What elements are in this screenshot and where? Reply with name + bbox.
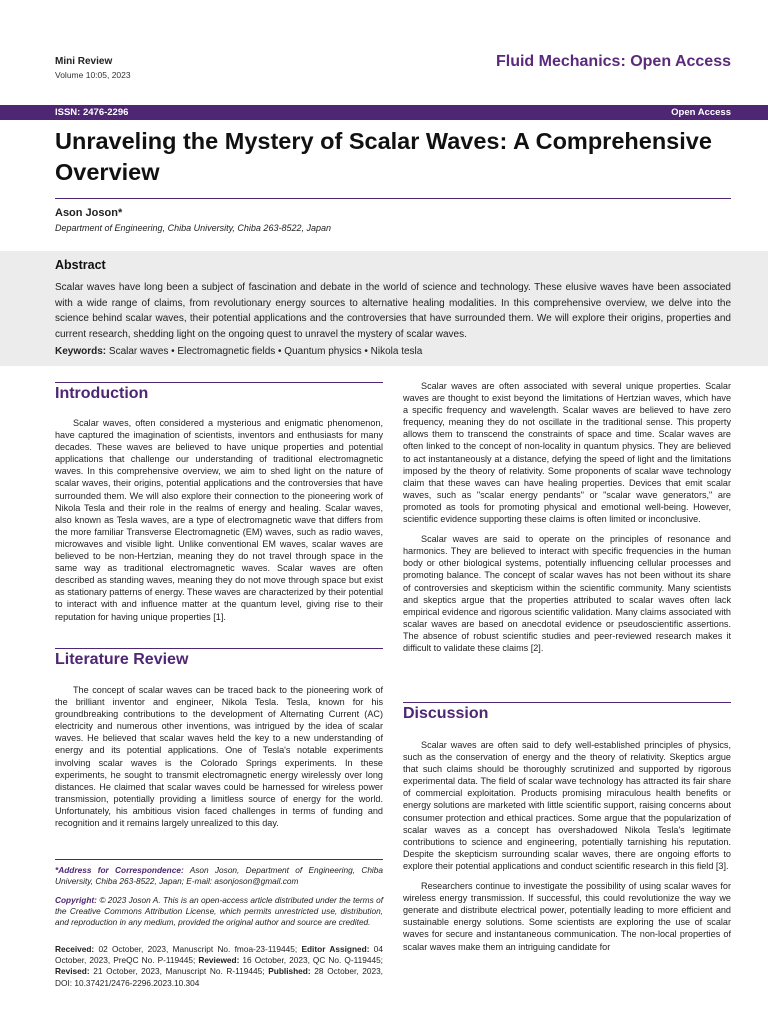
section-rule — [55, 382, 383, 383]
literature-review-body — [55, 684, 383, 829]
revised-text: 21 October, 2023, Manuscript No. R-119445; — [89, 966, 269, 977]
keywords-label: Keywords: — [55, 346, 107, 357]
reviewed-label: Reviewed: — [198, 955, 240, 966]
discussion-body — [403, 739, 731, 953]
introduction-heading: Introduction — [55, 385, 149, 402]
journal-name: Fluid Mechanics: Open Access — [495, 53, 731, 70]
paragraph: Scalar waves are often associated with several unique properties. Scalar waves are thought to exist beyond the limitations of Hertzian waves, which have a specific frequency and wavelength. Scalar waves are believed to have zero frequency, meaning they do not oscillate in the traditional sense. This property allows them to transcend the constraints of space and time. Scalar waves are often linked to the concept of non-locality in quantum physics. They are believed to act instantaneously at a distance, defying the speed of light and the limitations imposed by the theory of relativity. Some proponents of scalar wave technology claim that these waves can have healing properties. Devices that emit scalar waves, such as "scalar energy pendants" or "scalar wave generators," are promoted as tools for promoting physical and emotional well-being. However, scientific evidence supporting these claims is often limited or inconclusive. — [403, 381, 731, 525]
discussion-heading: Discussion — [403, 705, 489, 722]
dates-note — [55, 944, 383, 989]
revised-label: Revised: — [55, 966, 90, 977]
paragraph: Scalar waves are said to operate on the principles of resonance and harmonics. They are believed to interact with specific frequencies in the human body or other biological systems, potentially influencing cellular processes and promoting balance. The concept of scalar waves has not been without its share of controversies and skepticism within the scientific community. Many scientists and skeptics argue that the properties attributed to scalar waves often lack empirical evidence and rigorous scientific validation. Many claims associated with scalar waves are based on anecdotal evidence or pseudoscientific assertions. The absence of robust scientific studies and peer-reviewed research makes it difficult to validate these claims [2]. — [403, 534, 731, 653]
copyright-text: © 2023 Joson A. This is an open-access article distributed under the terms of the Creative Commons Attribution License, which permits unrestricted use, distribution, and reproduction in any medium, provided the original author and source are credited. — [55, 895, 383, 928]
paragraph: Scalar waves, often considered a mysterious and enigmatic phenomenon, have captured the imagination of scientists, inventors and enthusiasts for many decades. These waves are believed to have unique properties and potential applications that challenge our understanding of traditional electromagnetic waves. In this comprehensive overview, we aim to shed light on the nature of scalar waves, their origins, potential applications and the controversies that have surrounded them. We will also explore their connection to the pioneering work of Nikola Tesla and their role in the realms of energy and healing. Scalar waves, also known as Tesla waves, are a type of electromagnetic wave that differs from the more familiar Transverse Electromagnetic (EM) waves, such as radio waves, microwaves and visible light. Unlike conventional EM waves, scalar waves are believed to be non-Hertzian, meaning they do not travel through space in the same way as traditional electromagnetic waves. Scalar waves are often described as standing waves, meaning they do not move through space but exist as stationary patterns of energy. These waves are characterized by their potential to interact with and influence matter at the quantum level, giving rise to their reputation for having unique properties [1]. — [55, 418, 383, 622]
editor-assigned-label: Editor Assigned: — [301, 944, 370, 954]
literature-review-heading: Literature Review — [55, 651, 189, 668]
correspondence-label: *Address for Correspondence: — [55, 865, 184, 875]
abstract-heading: Abstract — [55, 258, 106, 272]
received-label: Received: — [55, 944, 95, 954]
issn: ISSN: 2476-2296 — [55, 107, 129, 118]
title-divider — [55, 198, 731, 199]
abstract-text: Scalar waves have long been a subject of fascination and debate in the world of science and technology. These elusive waves have been associated with a wide range of claims, from revolutionary energy sources to alternative healing modalities. In this comprehensive overview, we delve into the science behind scalar waves, their potential applications and the controversies that have surrounded them. We will explore their origins, properties and current research, shedding light on the ongoing quest to unravel the mystery of scalar waves. — [55, 282, 731, 340]
issn-band — [0, 105, 768, 120]
keywords — [55, 346, 422, 357]
author-affiliation: Department of Engineering, Chiba University, Chiba 263-8522, Japan — [55, 223, 331, 233]
article-type: Mini Review — [55, 56, 113, 67]
paragraph: Scalar waves are often said to defy well-established principles of physics, such as the conservation of energy and the theory of relativity. Skeptics argue that such claims should be thoroughly scrutinized and supported by rigorous experimental data. The field of scalar wave technology has attracted its fair share of commercial exploitation. Products promising miraculous health benefits or energy solutions are marketed with little scientific support, raising concerns about consumer protection and ethical practices. Some argue that the popularization of scalar waves as a concept has overshadowed Nikola Tesla's legitimate contributions to science and engineering, potentially tarnishing his reputation. Despite the skepticism surrounding scalar waves, there are ongoing efforts to explore their potential applications and conduct scientific research in this field [3]. — [403, 740, 731, 871]
section-rule — [403, 702, 731, 703]
paragraph: Researchers continue to investigate the possibility of using scalar waves for wireless energy transmission. If successful, this could revolutionize the way we generate and distribute electrical power, potentially leading to more efficient and sustainable energy solutions. Some scientists are exploring the use of scalar waves for secure and instantaneous communication. The non-local properties of scalar waves make them an intriguing candidate for — [403, 881, 731, 952]
reviewed-text: 16 October, 2023, QC No. Q-119445; — [239, 955, 383, 966]
footnote-rule — [55, 859, 383, 860]
received-text: 02 October, 2023, Manuscript No. fmoa-23-119445; — [94, 944, 302, 954]
section-rule — [55, 648, 383, 649]
introduction-body — [55, 417, 383, 623]
published-text: 28 October, 2023, DOI: 10.37421/2476-2296.2023.10.304 — [55, 966, 383, 988]
volume-info: Volume 10:05, 2023 — [55, 70, 131, 80]
keywords-list: Scalar waves • Electromagnetic fields • Quantum physics • Nikola tesla — [108, 346, 423, 357]
correspondence-text: Ason Joson, Department of Engineering, Chiba University, Chiba 263-8522, Japan; E-mail: asonjoson@gmail.com — [55, 865, 383, 887]
author-name: Ason Joson* — [55, 207, 123, 219]
right-column-body — [403, 380, 731, 654]
open-access-label: Open Access — [671, 107, 731, 118]
copyright-label: Copyright: — [55, 895, 97, 905]
paragraph: The concept of scalar waves can be traced back to the pioneering work of the brilliant inventor and engineer, Nikola Tesla. Tesla, known for his groundbreaking contributions to the development of Alternating Current (AC) electricity and numerous other inventions, was intrigued by the idea of scalar waves. He believed that scalar waves held the key to a new understanding of energy and its potential applications. One of Tesla's notable experiments involving scalar waves is the Colorado Springs experiments. In these experiments, he sought to transmit electromagnetic energy wirelessly over long distances. He claimed that scalar waves could be harnessed for wireless power transmission, potentially providing a limitless source of energy for the world. Unfortunately, his ambitious vision faced challenges in terms of funding and recognition and it remains largely unrealized to this day. — [55, 685, 383, 829]
editor-assigned-text: 04 October, 2023, PreQC No. P-119445; — [55, 944, 383, 966]
copyright-note — [55, 895, 383, 929]
article-title: Unraveling the Mystery of Scalar Waves: A Comprehensive Overview — [55, 128, 712, 185]
correspondence-note — [55, 865, 383, 887]
published-label: Published: — [268, 966, 311, 977]
